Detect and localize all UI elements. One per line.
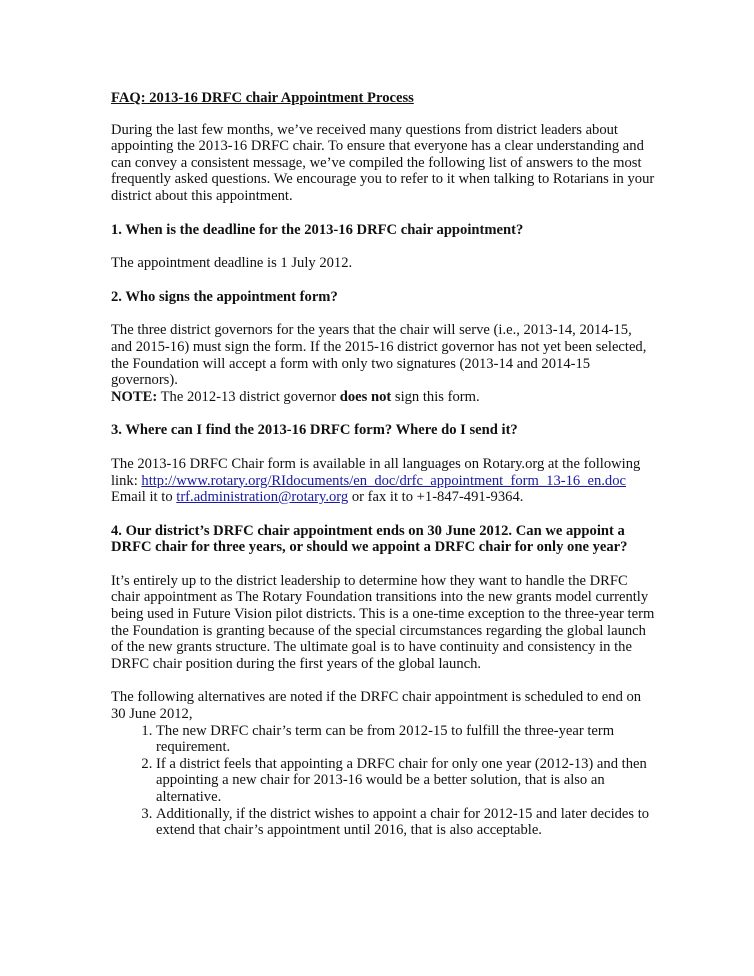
- intro-paragraph: During the last few months, we’ve received many questions from district leaders about appointing the 2013-16 DRFC chair. To ensure that everyone has a clear understanding and can convey a consistent message, we’ve compiled the following list of answers to the most frequently asked questions. We encourage you to refer to it when talking to Rotarians in your district about this appointment.: [111, 121, 655, 204]
- answer-1: The appointment deadline is 1 July 2012.: [111, 255, 353, 272]
- document-title: FAQ: 2013-16 DRFC chair Appointment Process: [111, 90, 414, 106]
- faq-document: [111, 90, 656, 839]
- alternatives-list: [111, 723, 656, 839]
- question-4: 4. Our district’s DRFC chair appointment ends on 30 June 2012. Can we appoint a DRFC chair for three years, or should we appoint a DRFC chair for only one year?: [111, 522, 628, 556]
- list-item: 2. If a district feels that appointing a DRFC chair for only one year (2012-13) and then appointing a new chair for 2013-16 would be a better solution, that is also an alternative.: [156, 756, 656, 806]
- answer-4: It’s entirely up to the district leadership to determine how they want to handle the DRFC chair appointment as The Rotary Foundation transitions into the new grants model currently being used in Future Vision pilot districts. This is a one-time exception to the three-year term the Foundation is granting because of the special circumstances regarding the global launch of the new grants structure. The ultimate goal is to have continuity and consistency in the DRFC chair position during the first years of the global launch.: [111, 572, 655, 672]
- form-download-link[interactable]: http://www.rotary.org/RIdocuments/en_doc/drfc_appointment_form_13-16_en.doc: [141, 472, 626, 489]
- note-text-after: sign this form.: [391, 388, 480, 405]
- email-prefix: Email it to: [111, 489, 177, 506]
- answer-3: [111, 456, 656, 506]
- alternatives-intro: The following alternatives are noted if the DRFC chair appointment is scheduled to end on 30 June 2012,: [111, 689, 642, 723]
- fax-text: or fax it to +1-847-491-9364.: [348, 489, 524, 506]
- question-3: 3. Where can I find the 2013-16 DRFC form? Where do I send it?: [111, 422, 518, 439]
- answer-2: [111, 322, 656, 405]
- list-item: 3. Additionally, if the district wishes to appoint a chair for 2012-15 and later decides to extend that chair’s appointment until 2016, that is also acceptable.: [156, 806, 656, 839]
- email-link[interactable]: trf.administration@rotary.org: [176, 489, 349, 506]
- note-label: NOTE:: [111, 388, 158, 405]
- answer-2-text: The three district governors for the years that the chair will serve (i.e., 2013-14, 2014-15, and 2015-16) must sign the form. If the 2015-16 district governor has not yet been selected, the Foundation will accept a form with only two signatures (2013-14 and 2014-15 governors).: [111, 322, 647, 389]
- list-item: 1. The new DRFC chair’s term can be from 2012-15 to fulfill the three-year term requirement.: [156, 723, 656, 756]
- note-emphasis: does not: [339, 388, 392, 405]
- question-2: 2. Who signs the appointment form?: [111, 288, 338, 305]
- question-1: 1. When is the deadline for the 2013-16 DRFC chair appointment?: [111, 221, 524, 238]
- answer-3-text: The 2013-16 DRFC Chair form is available in all languages on Rotary.org at the following link:: [111, 455, 641, 489]
- note-text-before: The 2012-13 district governor: [157, 388, 340, 405]
